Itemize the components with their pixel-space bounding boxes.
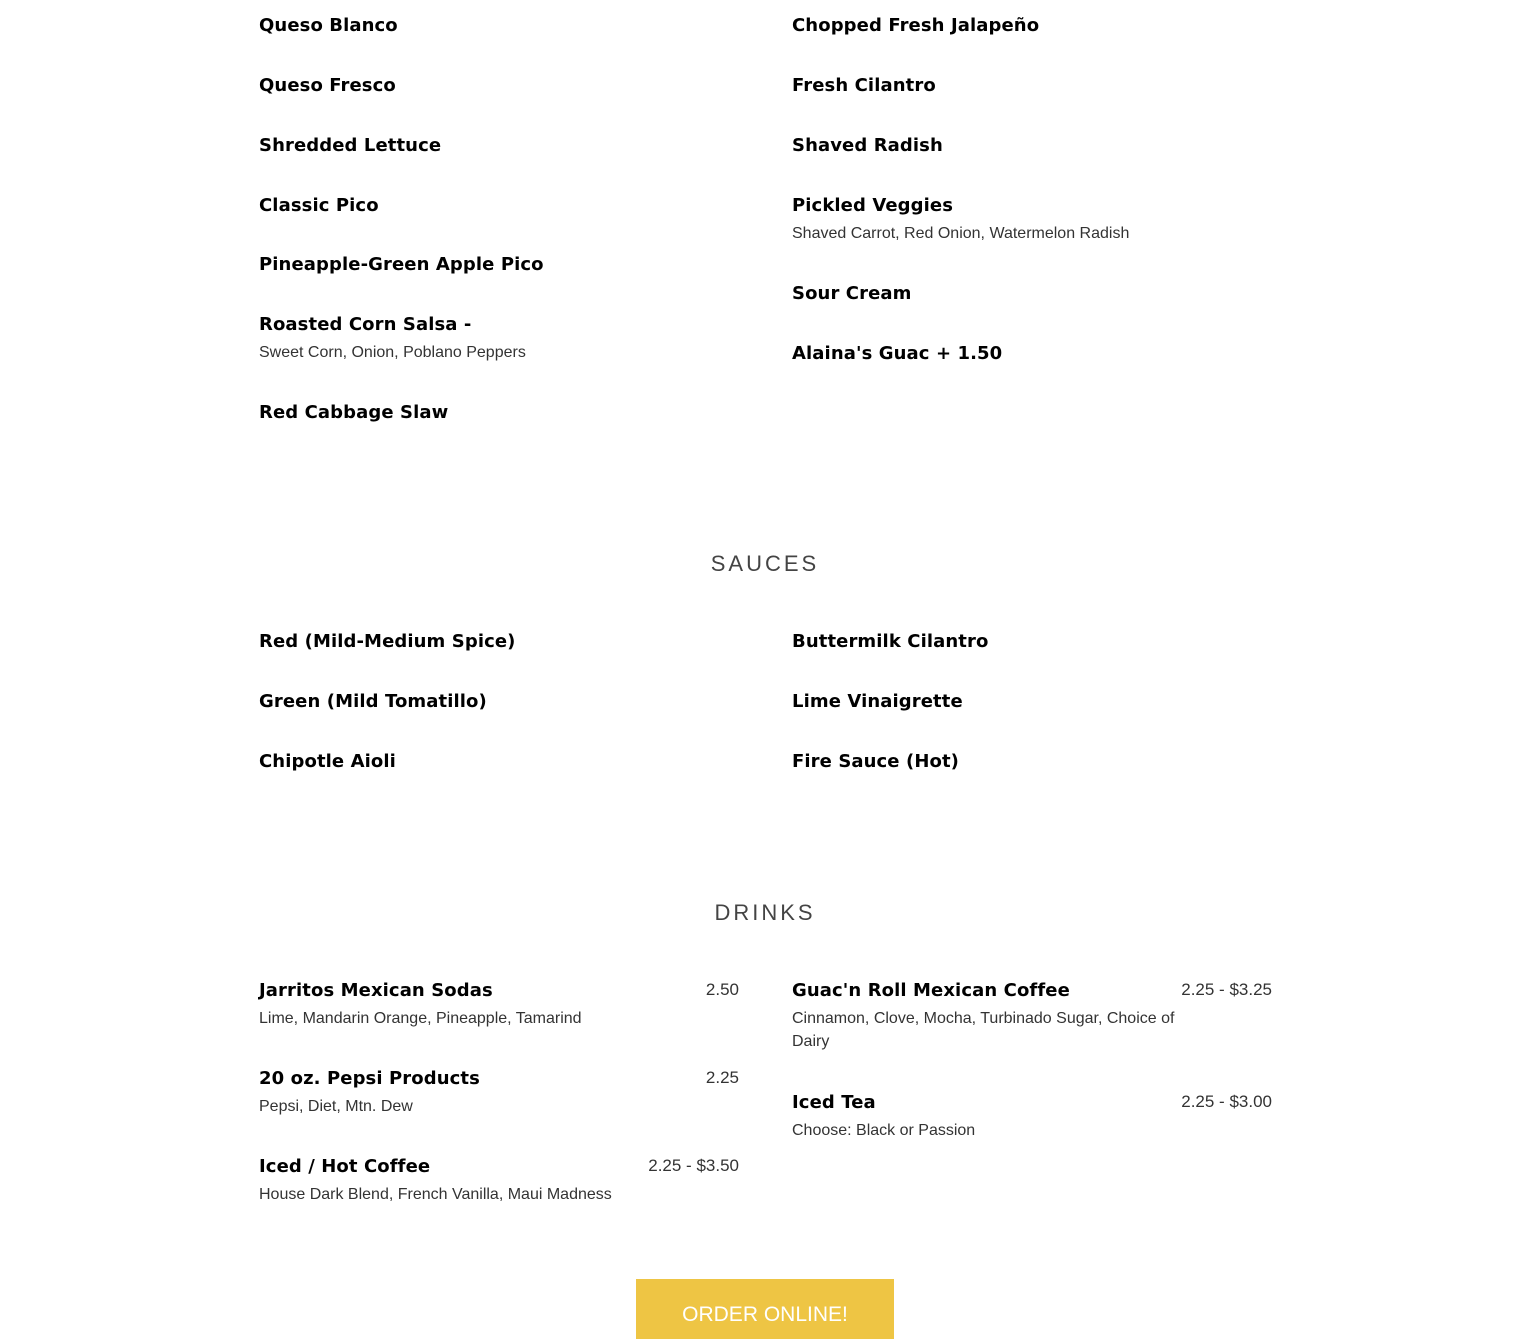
menu-item (259, 75, 739, 97)
menu-item (259, 1156, 739, 1206)
menu-item (259, 1068, 739, 1118)
menu-item (792, 135, 1272, 157)
item-description: Lime, Mandarin Orange, Pineapple, Tamarind (259, 1010, 582, 1027)
menu-item (259, 631, 739, 653)
item-description: Choose: Black or Passion (792, 1122, 976, 1139)
item-description: House Dark Blend, French Vanilla, Maui Madness (259, 1186, 612, 1203)
menu-item (792, 15, 1272, 37)
item-name: Queso Fresco (259, 75, 396, 96)
menu-item (792, 691, 1272, 713)
item-name: Pineapple-Green Apple Pico (259, 254, 544, 275)
item-name: Lime Vinaigrette (792, 691, 963, 712)
menu-item (259, 980, 739, 1030)
menu-item (259, 751, 739, 773)
item-price: 2.25 (705, 1068, 739, 1087)
item-description: Shaved Carrot, Red Onion, Watermelon Radish (792, 225, 1130, 242)
menu-item (792, 343, 1272, 365)
item-name: Alaina's Guac + 1.50 (792, 343, 1003, 364)
item-price: 2.50 (705, 980, 739, 999)
menu-item (259, 691, 739, 713)
menu-item (792, 980, 1272, 1053)
section-title-drinks: DRINKS (714, 900, 816, 925)
item-description: Sweet Corn, Onion, Poblano Peppers (259, 344, 526, 361)
item-name: Chipotle Aioli (259, 751, 396, 772)
order-online-button[interactable] (636, 1279, 894, 1339)
item-description: Cinnamon, Clove, Mocha, Turbinado Sugar, Choice of Dairy (792, 1010, 1175, 1050)
item-name: Fire Sauce (Hot) (792, 751, 959, 772)
item-price: 2.25 - $3.50 (648, 1156, 739, 1175)
item-name: Iced Tea (792, 1092, 876, 1113)
item-price: 2.25 - $3.25 (1181, 980, 1272, 999)
menu-item (792, 75, 1272, 97)
item-price: 2.25 - $3.00 (1181, 1092, 1272, 1111)
menu-item (259, 135, 739, 157)
item-name: Buttermilk Cilantro (792, 631, 989, 652)
item-name: Shaved Radish (792, 135, 943, 156)
menu-item (792, 751, 1272, 773)
menu-item (792, 195, 1272, 245)
item-name: Sour Cream (792, 283, 912, 304)
menu-item (792, 1092, 1272, 1142)
menu-item (259, 15, 739, 37)
item-name: Green (Mild Tomatillo) (259, 691, 487, 712)
order-online-label: ORDER ONLINE! (682, 1303, 848, 1326)
item-description: Pepsi, Diet, Mtn. Dew (259, 1098, 413, 1115)
item-name: Jarritos Mexican Sodas (259, 980, 493, 1001)
item-name: Fresh Cilantro (792, 75, 936, 96)
item-name: Guac'n Roll Mexican Coffee (792, 980, 1070, 1001)
menu-item (259, 195, 739, 217)
item-name: Red (Mild-Medium Spice) (259, 631, 516, 652)
section-title-sauces: SAUCES (710, 551, 820, 576)
menu-item (259, 402, 739, 424)
item-name: 20 oz. Pepsi Products (259, 1068, 480, 1089)
item-name: Red Cabbage Slaw (259, 402, 449, 423)
item-name: Classic Pico (259, 195, 379, 216)
item-name: Pickled Veggies (792, 195, 954, 216)
item-name: Shredded Lettuce (259, 135, 442, 156)
item-name: Queso Blanco (259, 15, 398, 36)
menu-item (792, 283, 1272, 305)
menu-item (792, 631, 1272, 653)
menu-item (259, 254, 739, 276)
item-name: Iced / Hot Coffee (259, 1156, 431, 1177)
menu-item (259, 314, 739, 364)
item-name: Chopped Fresh Jalapeño (792, 15, 1040, 36)
item-name: Roasted Corn Salsa - (259, 314, 472, 335)
